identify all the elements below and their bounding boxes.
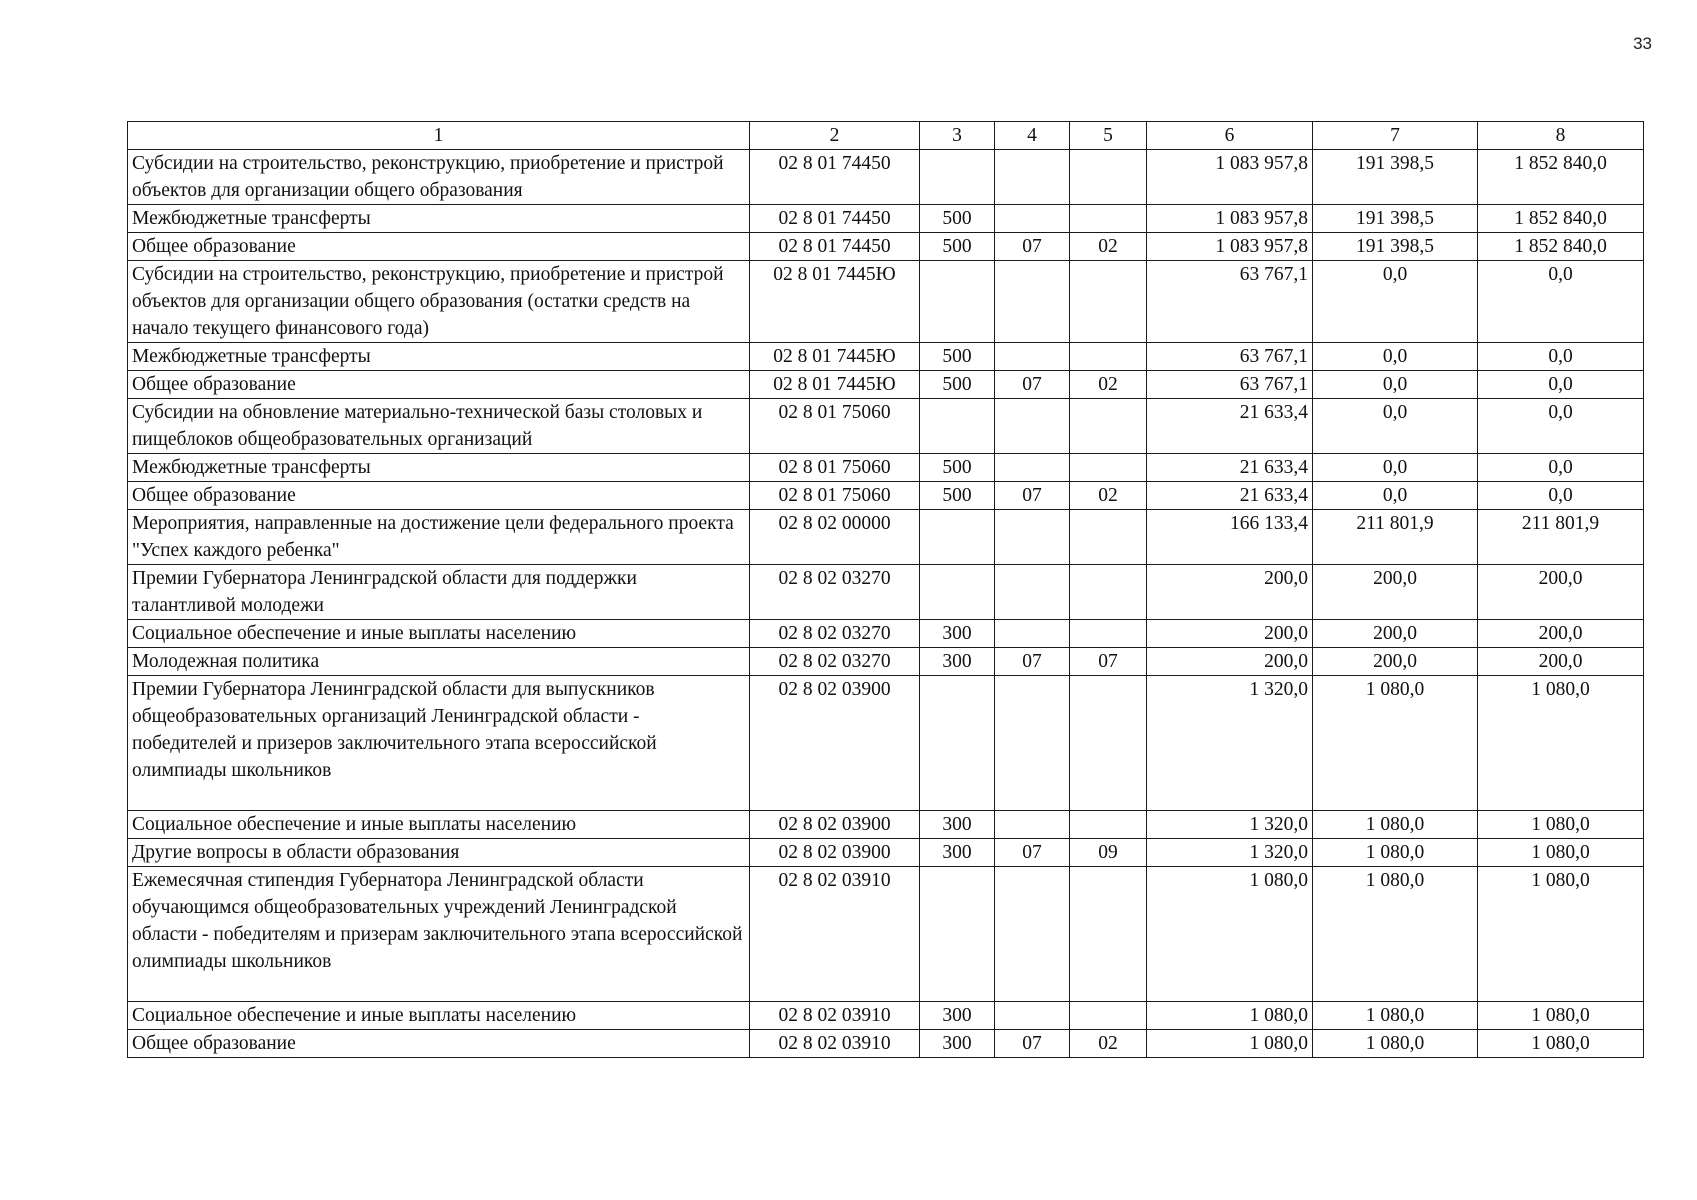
row-value-8: 211 801,9 bbox=[1478, 510, 1644, 565]
row-col-5 bbox=[1070, 399, 1147, 454]
row-col-4 bbox=[995, 399, 1070, 454]
row-col-4 bbox=[995, 620, 1070, 648]
row-code: 02 8 02 03910 bbox=[750, 867, 920, 1002]
row-col-3: 300 bbox=[920, 648, 995, 676]
page-number: 33 bbox=[1633, 34, 1652, 53]
row-value-6: 1 080,0 bbox=[1147, 867, 1313, 1002]
header-row bbox=[128, 122, 1644, 150]
row-col-3: 500 bbox=[920, 454, 995, 482]
row-value-7: 1 080,0 bbox=[1313, 1002, 1478, 1030]
row-value-6: 200,0 bbox=[1147, 648, 1313, 676]
row-value-7: 200,0 bbox=[1313, 565, 1478, 620]
row-col-5 bbox=[1070, 620, 1147, 648]
row-value-7: 191 398,5 bbox=[1313, 150, 1478, 205]
row-value-6: 21 633,4 bbox=[1147, 454, 1313, 482]
row-code: 02 8 02 03910 bbox=[750, 1030, 920, 1058]
row-col-5 bbox=[1070, 510, 1147, 565]
row-col-5 bbox=[1070, 343, 1147, 371]
row-col-3 bbox=[920, 261, 995, 343]
row-col-5 bbox=[1070, 565, 1147, 620]
row-value-7: 0,0 bbox=[1313, 371, 1478, 399]
table-row bbox=[128, 454, 1644, 482]
row-value-7: 1 080,0 bbox=[1313, 676, 1478, 811]
column-header: 7 bbox=[1313, 122, 1478, 150]
row-value-6: 1 080,0 bbox=[1147, 1002, 1313, 1030]
row-col-5 bbox=[1070, 150, 1147, 205]
row-name: Субсидии на обновление материально-технической базы столовых и пищеблоков общеобразовательных организаций bbox=[128, 399, 750, 454]
row-code: 02 8 02 03270 bbox=[750, 620, 920, 648]
row-value-8: 1 080,0 bbox=[1478, 867, 1644, 1002]
row-value-6: 200,0 bbox=[1147, 620, 1313, 648]
row-value-8: 1 080,0 bbox=[1478, 811, 1644, 839]
row-value-6: 1 320,0 bbox=[1147, 839, 1313, 867]
row-value-7: 1 080,0 bbox=[1313, 811, 1478, 839]
row-value-6: 21 633,4 bbox=[1147, 482, 1313, 510]
row-value-6: 21 633,4 bbox=[1147, 399, 1313, 454]
row-code: 02 8 01 74450 bbox=[750, 150, 920, 205]
row-value-7: 1 080,0 bbox=[1313, 1030, 1478, 1058]
row-code: 02 8 02 03270 bbox=[750, 648, 920, 676]
row-value-8: 1 080,0 bbox=[1478, 839, 1644, 867]
row-col-3: 300 bbox=[920, 1002, 995, 1030]
row-name: Межбюджетные трансферты bbox=[128, 343, 750, 371]
table-row bbox=[128, 261, 1644, 343]
row-col-4: 07 bbox=[995, 371, 1070, 399]
row-col-5 bbox=[1070, 676, 1147, 811]
row-col-3: 500 bbox=[920, 205, 995, 233]
row-value-6: 63 767,1 bbox=[1147, 261, 1313, 343]
row-value-7: 200,0 bbox=[1313, 648, 1478, 676]
row-col-5: 02 bbox=[1070, 371, 1147, 399]
row-col-3: 300 bbox=[920, 1030, 995, 1058]
row-col-4: 07 bbox=[995, 233, 1070, 261]
row-code: 02 8 02 03900 bbox=[750, 839, 920, 867]
row-value-7: 211 801,9 bbox=[1313, 510, 1478, 565]
row-value-7: 191 398,5 bbox=[1313, 233, 1478, 261]
row-name: Социальное обеспечение и иные выплаты населению bbox=[128, 620, 750, 648]
row-col-4 bbox=[995, 811, 1070, 839]
row-col-3 bbox=[920, 676, 995, 811]
row-value-8: 0,0 bbox=[1478, 399, 1644, 454]
row-name: Общее образование bbox=[128, 233, 750, 261]
row-code: 02 8 01 7445Ю bbox=[750, 371, 920, 399]
row-name: Мероприятия, направленные на достижение цели федерального проекта "Успех каждого ребенка" bbox=[128, 510, 750, 565]
column-header: 5 bbox=[1070, 122, 1147, 150]
row-name: Социальное обеспечение и иные выплаты населению bbox=[128, 1002, 750, 1030]
row-col-5 bbox=[1070, 867, 1147, 1002]
row-code: 02 8 01 7445Ю bbox=[750, 343, 920, 371]
row-value-8: 1 080,0 bbox=[1478, 1030, 1644, 1058]
row-col-3: 300 bbox=[920, 620, 995, 648]
row-value-8: 0,0 bbox=[1478, 343, 1644, 371]
row-value-6: 63 767,1 bbox=[1147, 371, 1313, 399]
row-value-7: 0,0 bbox=[1313, 261, 1478, 343]
table-row bbox=[128, 399, 1644, 454]
row-col-4: 07 bbox=[995, 482, 1070, 510]
row-value-6: 1 083 957,8 bbox=[1147, 205, 1313, 233]
row-value-6: 63 767,1 bbox=[1147, 343, 1313, 371]
row-col-3 bbox=[920, 510, 995, 565]
table-row bbox=[128, 676, 1644, 811]
row-col-4: 07 bbox=[995, 648, 1070, 676]
row-code: 02 8 02 03910 bbox=[750, 1002, 920, 1030]
table-row bbox=[128, 1030, 1644, 1058]
table-row bbox=[128, 343, 1644, 371]
table-row bbox=[128, 150, 1644, 205]
row-col-3 bbox=[920, 565, 995, 620]
column-header: 3 bbox=[920, 122, 995, 150]
row-col-4 bbox=[995, 150, 1070, 205]
row-code: 02 8 01 74450 bbox=[750, 205, 920, 233]
table-row bbox=[128, 648, 1644, 676]
table-body bbox=[128, 150, 1644, 1058]
row-col-5: 02 bbox=[1070, 1030, 1147, 1058]
table-row bbox=[128, 510, 1644, 565]
row-col-5: 09 bbox=[1070, 839, 1147, 867]
row-value-6: 1 083 957,8 bbox=[1147, 150, 1313, 205]
row-value-7: 0,0 bbox=[1313, 482, 1478, 510]
row-col-3: 300 bbox=[920, 811, 995, 839]
row-value-8: 0,0 bbox=[1478, 261, 1644, 343]
table-row bbox=[128, 371, 1644, 399]
row-name: Премии Губернатора Ленинградской области для поддержки талантливой молодежи bbox=[128, 565, 750, 620]
row-name: Субсидии на строительство, реконструкцию, приобретение и пристрой объектов для организации общего образования (остатки средств на начало текущего финансового года) bbox=[128, 261, 750, 343]
row-col-4 bbox=[995, 205, 1070, 233]
table-row bbox=[128, 839, 1644, 867]
row-name: Общее образование bbox=[128, 371, 750, 399]
row-value-8: 200,0 bbox=[1478, 620, 1644, 648]
row-col-3: 500 bbox=[920, 233, 995, 261]
row-col-4 bbox=[995, 510, 1070, 565]
row-code: 02 8 02 03270 bbox=[750, 565, 920, 620]
row-code: 02 8 02 03900 bbox=[750, 811, 920, 839]
row-value-6: 200,0 bbox=[1147, 565, 1313, 620]
row-value-8: 1 852 840,0 bbox=[1478, 205, 1644, 233]
row-code: 02 8 02 03900 bbox=[750, 676, 920, 811]
row-col-4 bbox=[995, 867, 1070, 1002]
column-header: 4 bbox=[995, 122, 1070, 150]
column-header: 1 bbox=[128, 122, 750, 150]
row-value-6: 166 133,4 bbox=[1147, 510, 1313, 565]
table-row bbox=[128, 811, 1644, 839]
row-col-5: 02 bbox=[1070, 482, 1147, 510]
row-value-7: 0,0 bbox=[1313, 399, 1478, 454]
row-value-6: 1 080,0 bbox=[1147, 1030, 1313, 1058]
row-value-8: 1 852 840,0 bbox=[1478, 233, 1644, 261]
row-value-7: 1 080,0 bbox=[1313, 839, 1478, 867]
row-value-8: 0,0 bbox=[1478, 371, 1644, 399]
row-value-7: 200,0 bbox=[1313, 620, 1478, 648]
row-col-4 bbox=[995, 676, 1070, 811]
row-value-7: 0,0 bbox=[1313, 343, 1478, 371]
row-name: Общее образование bbox=[128, 1030, 750, 1058]
row-col-4: 07 bbox=[995, 1030, 1070, 1058]
column-header: 8 bbox=[1478, 122, 1644, 150]
row-value-8: 1 080,0 bbox=[1478, 676, 1644, 811]
row-col-5 bbox=[1070, 811, 1147, 839]
row-code: 02 8 01 75060 bbox=[750, 454, 920, 482]
row-code: 02 8 01 75060 bbox=[750, 482, 920, 510]
row-col-5: 07 bbox=[1070, 648, 1147, 676]
row-col-3: 500 bbox=[920, 343, 995, 371]
row-value-8: 200,0 bbox=[1478, 648, 1644, 676]
table-row bbox=[128, 620, 1644, 648]
row-value-8: 1 852 840,0 bbox=[1478, 150, 1644, 205]
row-value-7: 191 398,5 bbox=[1313, 205, 1478, 233]
row-name: Премии Губернатора Ленинградской области для выпускников общеобразовательных организаций Ленинградской области - победителей и призеров заключительного этапа всероссийской олимпиады школьников bbox=[128, 676, 750, 811]
row-col-5 bbox=[1070, 261, 1147, 343]
row-col-5 bbox=[1070, 1002, 1147, 1030]
row-col-5 bbox=[1070, 205, 1147, 233]
table-row bbox=[128, 1002, 1644, 1030]
row-value-8: 0,0 bbox=[1478, 482, 1644, 510]
row-col-4: 07 bbox=[995, 839, 1070, 867]
budget-table bbox=[127, 121, 1644, 1058]
table-row bbox=[128, 205, 1644, 233]
row-name: Социальное обеспечение и иные выплаты населению bbox=[128, 811, 750, 839]
row-col-3 bbox=[920, 399, 995, 454]
row-col-3 bbox=[920, 867, 995, 1002]
row-value-7: 1 080,0 bbox=[1313, 867, 1478, 1002]
column-header: 2 bbox=[750, 122, 920, 150]
row-col-3: 500 bbox=[920, 482, 995, 510]
row-code: 02 8 01 74450 bbox=[750, 233, 920, 261]
row-code: 02 8 02 00000 bbox=[750, 510, 920, 565]
row-value-8: 0,0 bbox=[1478, 454, 1644, 482]
row-col-4 bbox=[995, 261, 1070, 343]
table-row bbox=[128, 482, 1644, 510]
row-col-5 bbox=[1070, 454, 1147, 482]
row-name: Другие вопросы в области образования bbox=[128, 839, 750, 867]
row-name: Межбюджетные трансферты bbox=[128, 454, 750, 482]
row-value-7: 0,0 bbox=[1313, 454, 1478, 482]
row-value-6: 1 320,0 bbox=[1147, 811, 1313, 839]
row-col-4 bbox=[995, 1002, 1070, 1030]
row-value-6: 1 083 957,8 bbox=[1147, 233, 1313, 261]
row-name: Ежемесячная стипендия Губернатора Ленинградской области обучающимся общеобразовательных учреждений Ленинградской области - победителям и призерам заключительного этапа всероссийской олимпиады школьников bbox=[128, 867, 750, 1002]
column-header: 6 bbox=[1147, 122, 1313, 150]
row-col-3: 500 bbox=[920, 371, 995, 399]
table-row bbox=[128, 867, 1644, 1002]
row-name: Общее образование bbox=[128, 482, 750, 510]
row-col-4 bbox=[995, 565, 1070, 620]
row-code: 02 8 01 7445Ю bbox=[750, 261, 920, 343]
row-name: Субсидии на строительство, реконструкцию, приобретение и пристрой объектов для организации общего образования bbox=[128, 150, 750, 205]
row-col-5: 02 bbox=[1070, 233, 1147, 261]
row-col-3: 300 bbox=[920, 839, 995, 867]
table-row bbox=[128, 565, 1644, 620]
table-row bbox=[128, 233, 1644, 261]
row-code: 02 8 01 75060 bbox=[750, 399, 920, 454]
row-name: Молодежная политика bbox=[128, 648, 750, 676]
row-value-8: 200,0 bbox=[1478, 565, 1644, 620]
row-col-4 bbox=[995, 454, 1070, 482]
row-col-3 bbox=[920, 150, 995, 205]
row-value-8: 1 080,0 bbox=[1478, 1002, 1644, 1030]
row-name: Межбюджетные трансферты bbox=[128, 205, 750, 233]
row-value-6: 1 320,0 bbox=[1147, 676, 1313, 811]
row-col-4 bbox=[995, 343, 1070, 371]
